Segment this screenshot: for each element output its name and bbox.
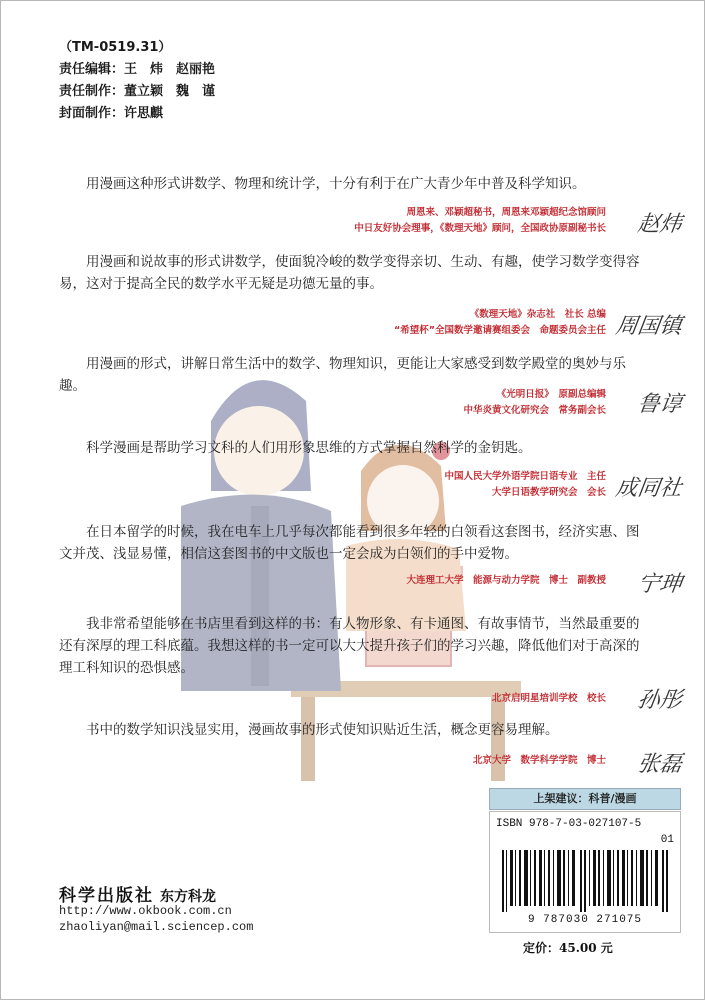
quote-4: 科学漫画是帮助学习文科的人们用形象思维的方式掌握自然科学的金钥匙。 (86, 440, 532, 456)
publisher-contacts (59, 903, 253, 935)
publisher-website[interactable]: http://www.okbook.com.cn (59, 904, 232, 918)
quote-6-signature: 孙彤 (635, 688, 684, 713)
quote-2: 用漫画和说故事的形式讲数学，使面貌冷峻的数学变得亲切、生动、有趣，使学习数学变得容易，这对于提高全民的数学水平无疑是功德无量的事。 (59, 254, 640, 292)
editorial-credits (59, 37, 215, 125)
price-label: 定价：45.00 元 (523, 941, 613, 955)
editor-credit (59, 59, 215, 81)
cover-names: 许思麒 (124, 106, 164, 121)
isbn-text: ISBN 978-7-03-027107-5 (496, 818, 642, 830)
quote-3-signature: 鲁谆 (635, 392, 684, 417)
quote-7-attribution: 北京大学 数学科学学院 博士 (472, 755, 606, 766)
quote-5-signature: 宁珅 (635, 572, 684, 597)
quote-6: 我非常希望能够在书店里看到这样的书：有人物形象、有卡通图、有故事情节，当然最重要的还有深厚的理工科底蕴。我想这样的书一定可以大大提升孩子们的学习兴趣，降低他们对于高深的理工科知识的恐惧感。 (59, 616, 640, 676)
quote-7: 书中的数学知识浅显实用，漫画故事的形式使知识贴近生活，概念更容易理解。 (86, 722, 559, 738)
cover-label: 封面制作： (59, 106, 125, 121)
quote-2-signature: 周国镇 (613, 314, 684, 339)
quote-5-attribution: 大连理工大学 能源与动力学院 博士 副教授 (406, 575, 606, 586)
publisher-name: 科学出版社 (59, 886, 154, 906)
quote-3: 用漫画的形式，讲解日常生活中的数学、物理知识，更能让大家感受到数学殿堂的奥妙与乐趣。 (59, 356, 626, 394)
cover-credit (59, 103, 215, 125)
publisher-email[interactable]: zhaoliyan@mail.sciencep.com (59, 920, 254, 934)
quote-1-signature: 赵炜 (635, 212, 684, 237)
barcode-icon (500, 850, 670, 912)
quote-5: 在日本留学的时候，我在电车上几乎每次都能看到很多年轻的白领看这套图书，经济实惠、图文并茂、浅显易懂，相信这套图书的中文版也一定会成为白领们的手中爱物。 (59, 524, 640, 562)
production-names: 董立颖 魏 谨 (124, 84, 216, 99)
quote-2-attribution: 《数理天地》杂志社 社长 总编 “希望杯”全国数学邀请赛组委会 命题委员会主任 (394, 309, 606, 336)
quote-4-attribution: 中国人民大学外语学院日语专业 主任 大学日语教学研究会 会长 (444, 471, 606, 498)
shelf-suggestion: 上架建议：科普/漫画 (489, 788, 681, 810)
production-credit (59, 81, 215, 103)
isbn-barcode-box (489, 811, 681, 933)
quote-7-signature: 张磊 (635, 752, 684, 777)
production-label: 责任制作： (59, 84, 125, 99)
quote-6-attribution: 北京启明星培训学校 校长 (491, 693, 606, 704)
publisher-imprint: 东方科龙 (160, 889, 216, 905)
quote-1-attribution: 周恩来、邓颖超秘书，周恩来邓颖超纪念馆顾问 中日友好协会理事，《数理天地》顾问，全国政协原副秘书长 (354, 207, 606, 234)
book-code: （TM-0519.31） (59, 40, 172, 55)
editor-label: 责任编辑： (59, 62, 125, 77)
barcode-number: 9 787030 271075 (527, 914, 643, 926)
quote-3-attribution: 《光明日报》 原副总编辑 中华炎黄文化研究会 常务副会长 (463, 389, 606, 416)
isbn-suffix: 01 (660, 834, 674, 846)
editor-names: 王 炜 赵丽艳 (124, 62, 216, 77)
quote-1: 用漫画这种形式讲数学、物理和统计学，十分有利于在广大青少年中普及科学知识。 (86, 176, 586, 192)
quote-4-signature: 成同社 (613, 476, 684, 501)
